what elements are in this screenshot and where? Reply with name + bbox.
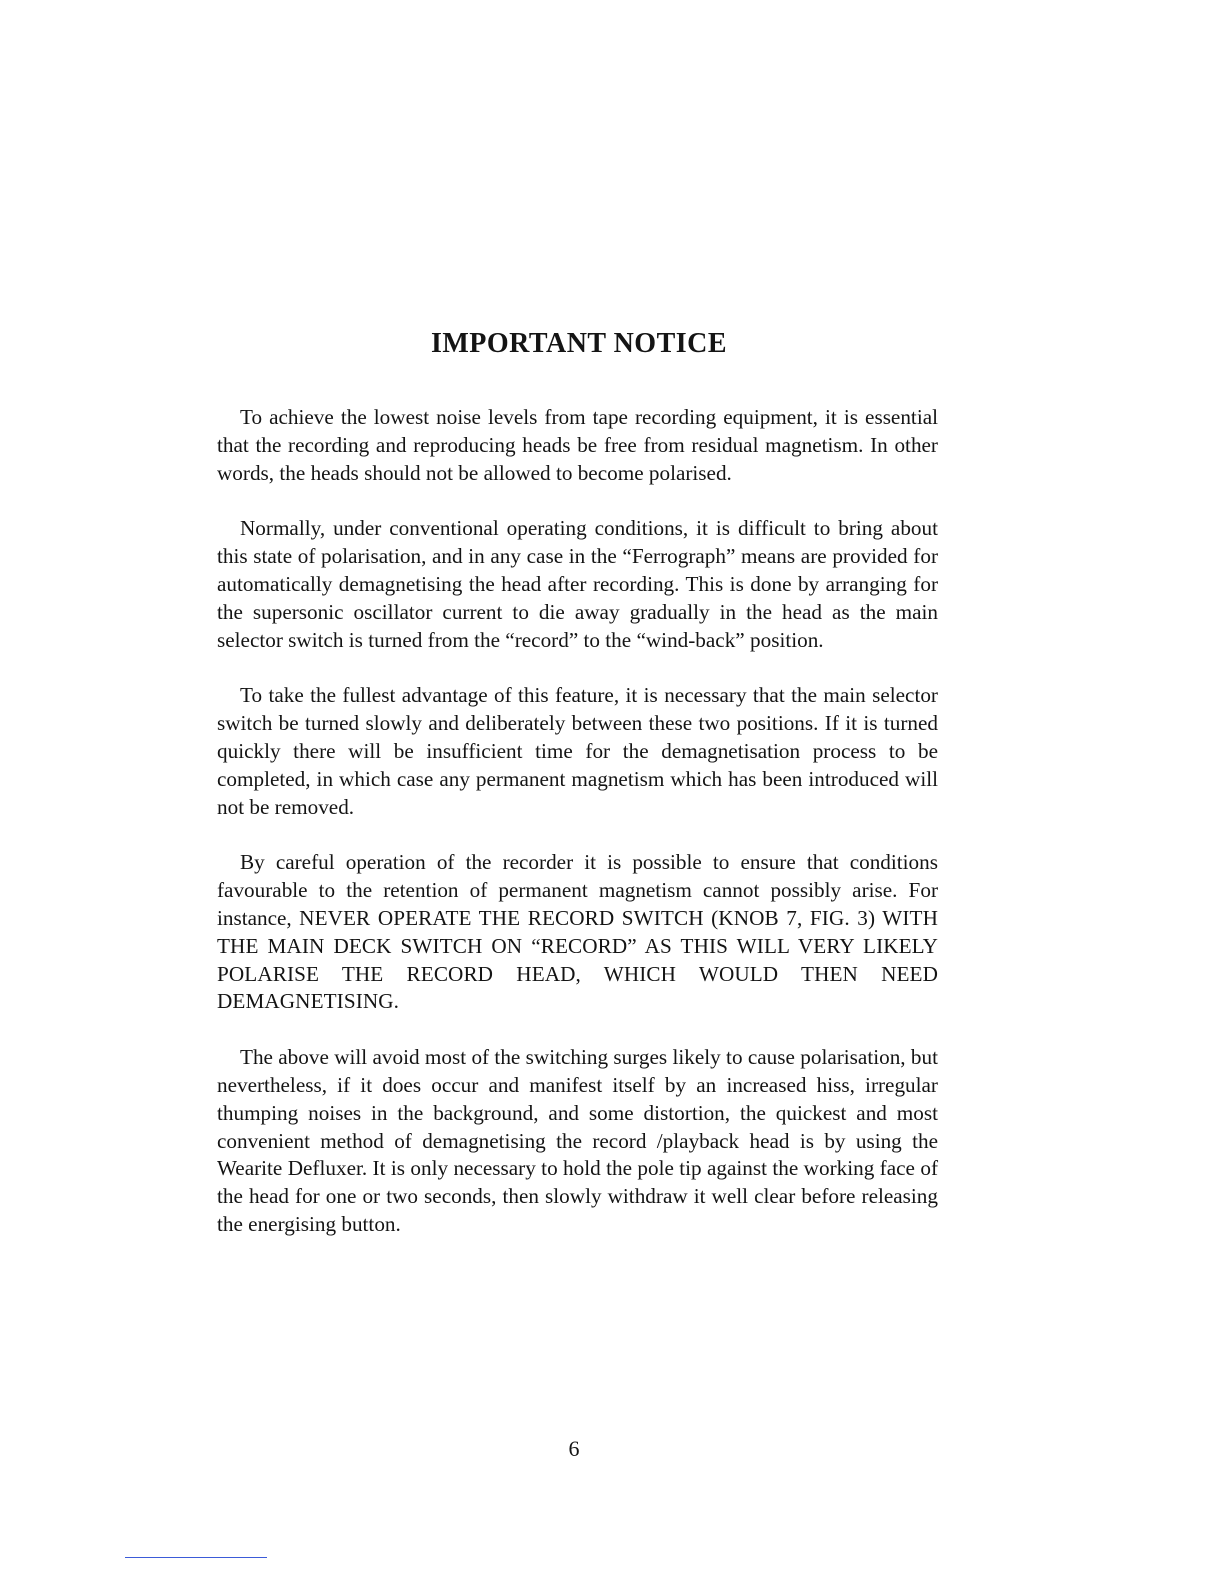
notice-body <box>217 404 938 1267</box>
warning-caps-text: NEVER OPERATE THE RECORD SWITCH (KNOB 7, FIG. 3) WITH THE MAIN DECK SWITCH ON “RECORD” AS THIS WILL VERY LIKELY POLARISE THE RECORD HEAD, WHICH WOULD THEN NEED DEMAGNETISING. <box>217 905 938 1014</box>
paragraph-careful-operation-lead: By careful operation of the recorder it is possible to ensure that conditions favourable to the retention of permanent magnetism cannot possibly arise. For instance, <box>217 850 938 930</box>
paragraph-noise-levels: To achieve the lowest noise levels from tape recording equipment, it is essential that the recording and reproducing heads be free from residual magnetism. In other words, the heads should not be allowed to become polarised. <box>217 405 938 485</box>
paragraph-defluxer: The above will avoid most of the switching surges likely to cause polarisation, but nevertheless, if it does occur and manifest itself by an increased hiss, irregular thumping noises in the background, and some distortion, the quickest and most convenient method of demagnetising the record /playback head is by using the Wearite Defluxer. It is only necessary to hold the pole tip against the working face of the head for one or two seconds, then slowly withdraw it well clear before releasing the energising button. <box>217 1045 938 1236</box>
paragraph-polarisation: Normally, under conventional operating conditions, it is difficult to bring about this state of polarisation, and in any case in the “Ferrograph” means are provided for automatically demagnetising the head after recording. This is done by arranging for the supersonic oscillator current to die away gradually in the head as the main selector switch is turned from the “record” to the “wind-back” position. <box>217 516 938 652</box>
paragraph-careful-operation <box>217 849 938 1016</box>
footnote-rule <box>125 1557 267 1558</box>
page-title: IMPORTANT NOTICE <box>430 328 728 359</box>
paragraph-selector-switch: To take the fullest advantage of this feature, it is necessary that the main selector switch be turned slowly and deliberately between these two positions. If it is turned quickly there will be insufficient time for the demagnetisation process to be completed, in which case any permanent magnetism which has been introduced will not be removed. <box>217 683 938 819</box>
page-number: 6 <box>568 1436 580 1461</box>
